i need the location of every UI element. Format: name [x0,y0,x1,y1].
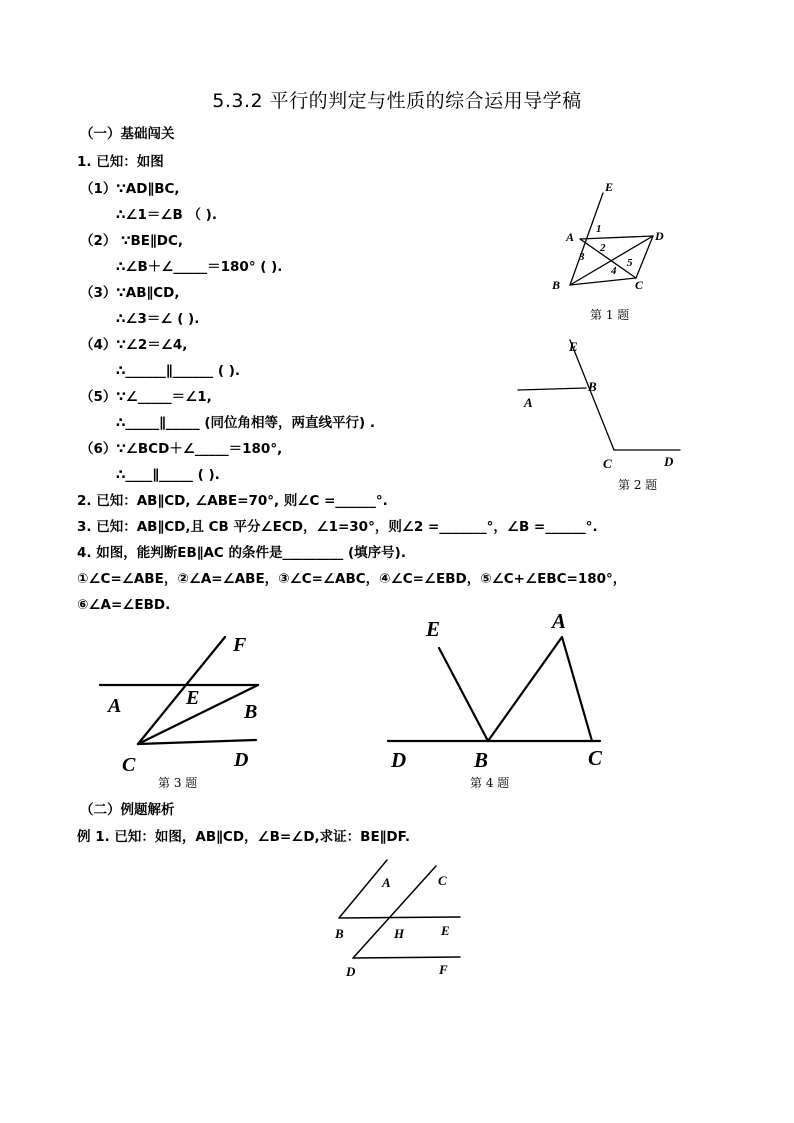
fig4-label-B: B [474,748,489,772]
fig1-line-EB [570,193,603,285]
fig3-label-D: D [234,749,249,771]
question-3: 3. 已知：AB∥CD,且 CB 平分∠ECD，∠1=30°，则∠2 =_______°，∠B =______°. [77,519,598,535]
section-example-heading: （二）例题解析 [80,802,175,818]
q1-line-6: ∴∠3＝∠ ( ). [116,311,200,327]
fig5-label-E: E [441,923,450,938]
fig4-label-D: D [391,748,407,772]
fig1-label-A: A [566,230,575,244]
fig3-label-F: F [233,634,247,656]
question-2: 2. 已知：AB∥CD, ∠ABE=70°, 则∠C =______°. [77,493,388,509]
fig3-label-A: A [108,695,122,717]
q1-line-4: ∴∠B＋∠_____＝180° ( ). [116,259,283,275]
fig5-label-H: H [394,926,405,941]
fig4-label-E: E [426,617,441,641]
q1-line-11: （6）∵∠BCD＋∠_____＝180°, [80,441,283,457]
fig1-angle-4: 4 [611,265,617,277]
fig5-label-C: C [438,873,447,888]
fig1-label-C: C [635,278,644,292]
fig1-label-E: E [605,180,614,194]
example-1: 例 1. 已知：如图，AB∥CD，∠B=∠D,求证：BE∥DF. [77,829,410,845]
fig1-angle-5: 5 [627,257,633,269]
fig1-label-D: D [655,229,664,243]
fig2-label-E: E [569,339,578,354]
fig2-label-A: A [524,395,533,410]
fig5-label-D: D [346,964,356,979]
question-1-heading: 1. 已知：如图 [77,154,164,170]
fig4-label-A: A [552,609,567,633]
fig1-label-B: B [552,278,561,292]
q1-line-2: ∴∠1＝∠B （ ). [116,207,217,223]
fig2-caption: 第 2 题 [618,478,658,492]
fig3-label-E: E [186,687,200,709]
q1-line-5: （3）∵AB∥CD, [80,285,180,301]
question-4-options: ①∠C=∠ABE，②∠A=∠ABE，③∠C=∠ABC，④∠C=∠EBD，⑤∠C+∠EBC=180°， [77,571,627,587]
q1-line-3: （2） ∵BE∥DC, [80,233,183,249]
fig4-label-C: C [588,746,603,770]
fig5-label-F: F [439,962,448,977]
fig3-label-B: B [244,701,258,723]
q1-line-9: （5）∵∠_____＝∠1, [80,389,212,405]
question-4-heading: 4. 如图，能判断EB∥AC 的条件是_________ (填序号). [77,545,406,561]
section-basic-heading: （一）基础闯关 [80,126,175,142]
fig1-caption: 第 1 题 [590,308,630,322]
fig2-label-C: C [603,456,612,471]
q1-line-7: （4）∵∠2＝∠4, [80,337,188,353]
fig5-label-A: A [382,875,391,890]
q1-line-1: （1）∵AD∥BC, [80,181,180,197]
page-title: 5.3.2 平行的判定与性质的综合运用导学稿 [212,90,582,112]
q1-line-10: ∴_____∥_____ (同位角相等，两直线平行) . [116,415,376,431]
fig3-caption: 第 3 题 [158,776,198,790]
q1-line-8: ∴______∥______ ( ). [116,363,241,379]
fig1-angle-2: 2 [600,242,606,254]
fig1-angle-3: 3 [579,251,585,263]
fig2-label-B: B [588,379,597,394]
q1-line-12: ∴____∥_____ ( ). [116,467,220,483]
fig1-angle-1: 1 [596,223,602,235]
fig5-label-B: B [335,926,344,941]
fig4-caption: 第 4 题 [470,776,510,790]
fig2-label-D: D [664,454,674,469]
fig3-label-C: C [122,754,136,776]
question-4-options-2: ⑥∠A=∠EBD. [77,597,171,613]
